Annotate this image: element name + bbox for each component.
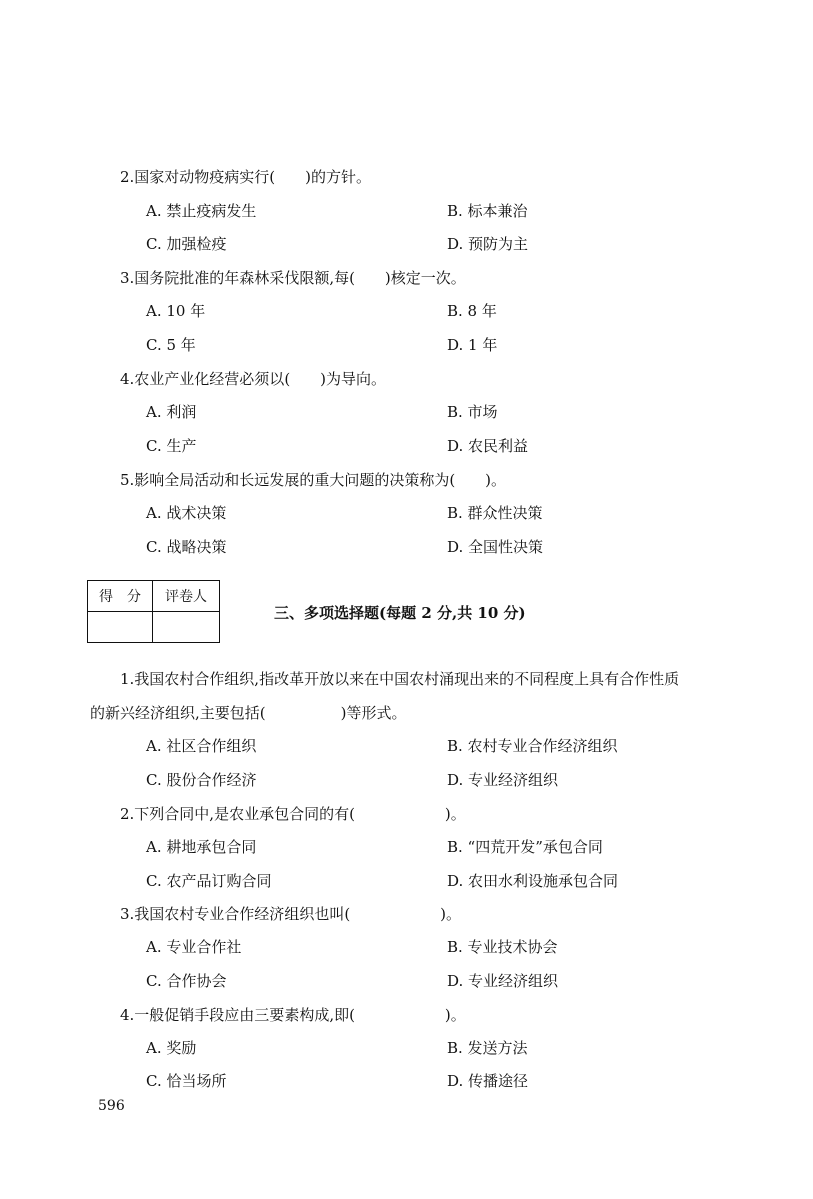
option-d: D. 预防为主 [447,235,529,253]
option-b: B. 农村专业合作经济组织 [447,737,618,755]
option-d: D. 农民利益 [447,437,529,455]
option-c: C. 农产品订购合同 [146,872,272,890]
option-c: C. 恰当场所 [146,1072,227,1090]
option-b: B. “四荒开发”承包合同 [447,838,603,856]
question-stem-continued: 的新兴经济组织,主要包括( )等形式。 [90,704,407,722]
option-c: C. 股份合作经济 [146,771,257,789]
grader-label: 评卷人 [153,581,220,612]
question-stem: 2.国家对动物疫病实行( )的方针。 [120,168,372,186]
option-c: C. 5 年 [146,336,196,354]
option-a: A. 战术决策 [146,504,227,522]
score-box [87,580,220,643]
option-d: D. 专业经济组织 [447,972,559,990]
option-b: B. 专业技术协会 [447,938,558,956]
option-a: A. 专业合作社 [146,938,242,956]
question-stem: 2.下列合同中,是农业承包合同的有( )。 [120,805,466,823]
option-b: B. 市场 [447,403,498,421]
grader-cell [153,612,220,643]
section-title: 三、多项选择题(每题 2 分,共 10 分) [274,604,526,622]
question-stem: 5.影响全局活动和长远发展的重大问题的决策称为( )。 [120,471,507,489]
option-c: C. 加强检疫 [146,235,227,253]
question-stem: 4.一般促销手段应由三要素构成,即( )。 [120,1006,466,1024]
option-c: C. 战略决策 [146,538,227,556]
option-c: C. 生产 [146,437,197,455]
page-number: 596 [98,1098,125,1114]
option-a: A. 利润 [146,403,197,421]
option-b: B. 发送方法 [447,1039,528,1057]
question-stem: 3.我国农村专业合作经济组织也叫( )。 [120,905,462,923]
option-b: B. 群众性决策 [447,504,543,522]
option-b: B. 标本兼治 [447,202,528,220]
score-label: 得 分 [88,581,153,612]
option-a: A. 耕地承包合同 [146,838,257,856]
option-d: D. 农田水利设施承包合同 [447,872,619,890]
option-a: A. 社区合作组织 [146,737,257,755]
question-stem: 1.我国农村合作组织,指改革开放以来在中国农村涌现出来的不同程度上具有合作性质 [120,670,680,688]
question-stem: 3.国务院批准的年森林采伐限额,每( )核定一次。 [120,269,466,287]
option-a: A. 10 年 [146,302,206,320]
option-a: A. 奖励 [146,1039,197,1057]
option-d: D. 专业经济组织 [447,771,559,789]
option-d: D. 1 年 [447,336,498,354]
question-stem: 4.农业产业化经营必须以( )为导向。 [120,370,387,388]
option-b: B. 8 年 [447,302,497,320]
score-cell [88,612,153,643]
option-a: A. 禁止疫病发生 [146,202,257,220]
option-c: C. 合作协会 [146,972,227,990]
option-d: D. 全国性决策 [447,538,544,556]
option-d: D. 传播途径 [447,1072,529,1090]
